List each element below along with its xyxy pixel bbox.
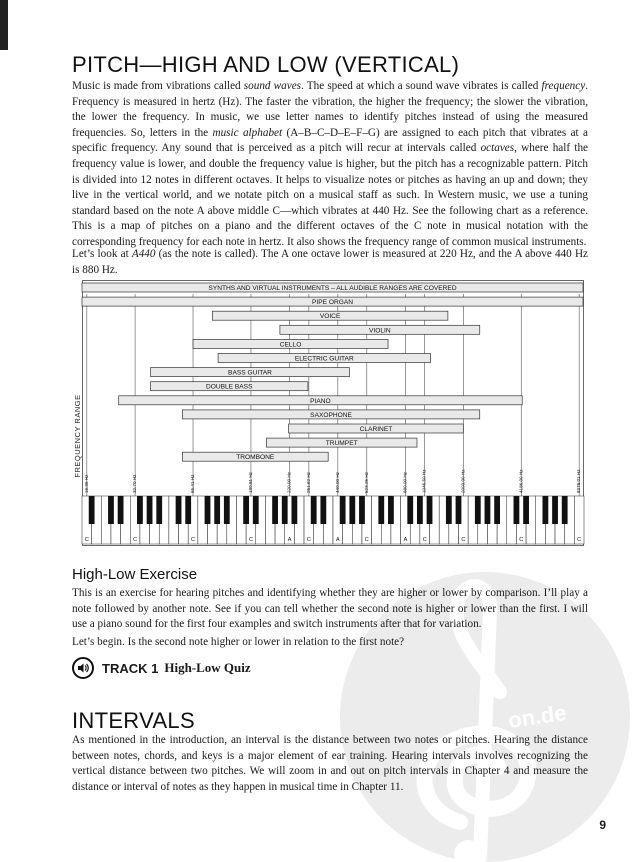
piano-black-key xyxy=(475,496,481,524)
piano-black-key xyxy=(485,496,491,524)
pitch-paragraph-1-segment: octaves xyxy=(480,142,515,155)
piano-black-key xyxy=(291,496,297,524)
piano-key-label: C xyxy=(461,537,466,543)
piano-key-label: C xyxy=(191,537,196,543)
piano-black-key xyxy=(378,496,384,524)
piano-black-key xyxy=(214,496,220,524)
instrument-range-label: SAXOPHONE xyxy=(310,411,352,419)
piano-black-key xyxy=(542,496,548,524)
instrument-range-label: ELECTRIC GUITAR xyxy=(294,355,354,363)
piano-black-key xyxy=(514,496,520,524)
piano-black-key xyxy=(89,496,95,524)
exercise-paragraph-1: This is an exercise for hearing pitches and identifying whether they are higher or lower by comparison. I’ll play a note followed by another note. See if you can tell whether the second note is higher or lower than the first. I will use a piano sound for the first four examples and switch instruments after that for variation. xyxy=(72,587,588,631)
frequency-tick-label: 1046.50 Hz xyxy=(421,469,427,493)
frequency-tick-label: 440.00 Hz xyxy=(334,472,340,493)
frequency-range-chart xyxy=(73,280,584,546)
pitch-paragraph-1-segment: . Frequency is measured in hertz (Hz). The faster the vibration, the higher the frequency; the slower the vibration, the lower the frequency. In music, we use letter names to identify pitches instead of using the measured frequencies. So, letters in the xyxy=(72,80,588,139)
instrument-range-label: BASS GUITAR xyxy=(228,369,272,377)
piano-black-key xyxy=(185,496,191,524)
piano-key-label: C xyxy=(519,537,524,543)
instrument-range-label: PIPE ORGAN xyxy=(311,299,354,307)
piano-black-key xyxy=(340,496,346,524)
piano-black-key xyxy=(523,496,529,524)
piano-black-key xyxy=(156,496,162,524)
piano-black-key xyxy=(311,496,317,524)
piano-key-label: A xyxy=(287,537,292,543)
track-1-audio[interactable] xyxy=(72,655,251,681)
piano-black-key xyxy=(417,496,423,524)
pitch-paragraph-1-segment: , where half the frequency value is lower, and double the frequency value is higher, but the pitch has a recognizable pattern. Pitch is divided into 12 notes in different octaves. It helps to visualize notes or pitches as having an up and down; they live in the vertical world, and we notate pitch on a musical staff as such. In Western music, we use a tuning standard based on the note A above middle C—which vibrates at 440 Hz. See the following chart as a reference. This is a map of pitches on a piano and the different octaves of the C note in musical notation with the corresponding frequency for each note in hertz. It also shows the frequency range of common musical instruments. xyxy=(72,142,589,248)
frequency-tick-label: 65.41 Hz xyxy=(190,474,196,493)
page-number: 9 xyxy=(599,818,606,832)
piano-key-label: C xyxy=(306,537,311,543)
piano-black-key xyxy=(147,496,153,524)
piano-key-label: C xyxy=(422,537,427,543)
frequency-tick-label: 880.00 Hz xyxy=(402,472,408,493)
pitch-paragraph-2-segment: A440 xyxy=(131,248,156,260)
piano-black-key xyxy=(359,496,365,524)
piano-key-label: C xyxy=(133,537,138,543)
piano-black-key xyxy=(552,496,558,524)
piano-black-key xyxy=(456,496,462,524)
piano-black-key xyxy=(349,496,355,524)
pitch-paragraph-2-segment: Let’s look at xyxy=(72,248,132,260)
instrument-range-label: VIOLIN xyxy=(369,327,391,335)
pitch-paragraph-2-segment: (as the note is called). The A one octave lower is measured at 220 Hz, and the A above 440 Hz is 880 Hz. xyxy=(72,248,588,276)
pitch-paragraph-1-segment: (A–B–C–D–E–F–G) are assigned to each pitch that vibrates at a specific frequency. Any sound that is perceived as a pitch will recur at intervals called xyxy=(72,126,588,155)
intervals-paragraph-1: As mentioned in the introduction, an interval is the distance between two notes or pitches. Hearing the distance between notes, chords, and keys is a major element of ear training. Hearing intervals involves recognizing the vertical distance between two pitches. We will zoom in and out on pitch intervals in Chapter 4 and measure the distance or interval of notes as they happen in musical time in Chapter 11. xyxy=(72,734,588,793)
piano-black-key xyxy=(176,496,182,524)
piano-black-key xyxy=(243,496,249,524)
instrument-range-label: PIANO xyxy=(310,397,331,405)
piano-black-key xyxy=(108,496,114,524)
page-edge-tab xyxy=(0,0,8,50)
piano-black-key xyxy=(320,496,326,524)
piano-black-key xyxy=(272,496,278,524)
instrument-range-label: CELLO xyxy=(279,341,302,349)
instrument-range-label: TRUMPET xyxy=(325,440,358,448)
track-title: High-Low Quiz xyxy=(164,660,251,675)
pitch-paragraph-1-segment: sound waves xyxy=(243,80,302,92)
instrument-range-label: CLARINET xyxy=(359,426,393,433)
section-title-intervals: INTERVALS xyxy=(72,708,195,733)
section-title-pitch: PITCH—HIGH AND LOW (VERTICAL) xyxy=(72,52,460,77)
piano-black-key xyxy=(224,496,230,524)
watermark-text: on.de xyxy=(506,700,569,733)
piano-black-key xyxy=(427,496,433,524)
piano-key-label: A xyxy=(335,537,340,543)
pitch-paragraph-1-segment: Music is made from vibrations called xyxy=(72,80,244,92)
pitch-paragraph-1 xyxy=(72,79,588,251)
instrument-range-label: SYNTHS AND VIRTUAL INSTRUMENTS – ALL AUDIBLE RANGES ARE COVERED xyxy=(208,285,457,292)
piano-key-label: C xyxy=(248,537,253,543)
pitch-paragraph-1-segment: frequency xyxy=(541,80,586,92)
instrument-range-label: TROMBONE xyxy=(236,454,275,462)
frequency-tick-label: 130.81 Hz xyxy=(247,472,253,493)
frequency-tick-label: 4186.00 Hz xyxy=(518,469,524,493)
piano-black-key xyxy=(118,496,124,524)
instrument-range-label: VOICE xyxy=(319,313,341,321)
piano-black-key xyxy=(494,496,500,524)
instrument-range-label: DOUBLE BASS xyxy=(205,383,253,391)
speaker-icon xyxy=(72,657,94,679)
piano-key-label: C xyxy=(84,537,89,543)
piano-black-key xyxy=(446,496,452,524)
section-title-exercise: High-Low Exercise xyxy=(72,566,198,583)
frequency-tick-label: 261.62 Hz xyxy=(305,472,311,493)
piano-key-label: C xyxy=(364,537,369,543)
chart-ylabel: FREQUENCY RANGE xyxy=(73,394,82,478)
track-label: TRACK 1 xyxy=(102,660,159,676)
pitch-paragraph-1-segment: music alphabet xyxy=(212,126,283,139)
frequency-tick-label: 32.70 Hz xyxy=(132,474,138,493)
frequency-tick-label: 2093.00 Hz xyxy=(460,469,466,493)
piano-black-key xyxy=(253,496,259,524)
piano-black-key xyxy=(205,496,211,524)
frequency-tick-label: 523.25 Hz xyxy=(363,472,369,493)
piano-black-key xyxy=(562,496,568,524)
frequency-tick-label: 220.00 Hz xyxy=(286,472,292,493)
frequency-tick-label: 16.35 Hz xyxy=(83,474,89,493)
exercise-paragraph-2: Let’s begin. Is the second note higher or lower in relation to the first note? xyxy=(72,636,405,648)
piano-black-key xyxy=(388,496,394,524)
piano-black-key xyxy=(137,496,143,524)
piano-black-key xyxy=(282,496,288,524)
piano-key-label: A xyxy=(403,537,408,543)
piano-black-key xyxy=(407,496,413,524)
pitch-paragraph-1-segment: . The speed at which a sound wave vibrates is called xyxy=(301,80,542,92)
pitch-paragraph-2 xyxy=(72,247,588,278)
frequency-tick-label: 8376.01 Hz xyxy=(576,469,582,493)
piano-key-label: C xyxy=(577,537,582,543)
